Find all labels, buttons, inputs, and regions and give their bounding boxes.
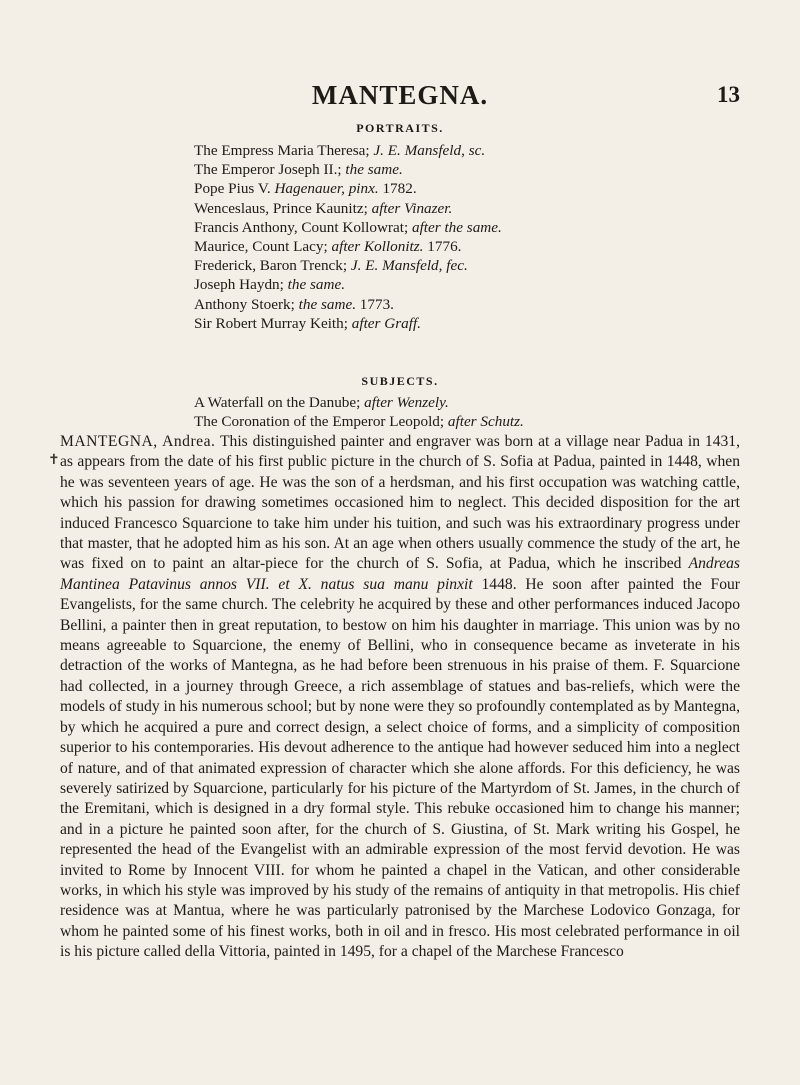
biography-name: MANTEGNA, Andrea.	[60, 433, 216, 450]
entry-subject: Pope Pius V.	[194, 180, 275, 198]
portrait-entry	[194, 141, 502, 160]
portrait-entry	[194, 160, 502, 179]
portrait-entry	[194, 237, 502, 256]
portraits-heading: PORTRAITS.	[356, 121, 444, 135]
entry-subject: Maurice, Count Lacy;	[194, 238, 332, 256]
entry-subject: A Waterfall on the Danube;	[194, 394, 365, 411]
entry-credit: after Schutz.	[447, 413, 524, 431]
entry-subject: Frederick, Baron Trenck;	[194, 257, 351, 275]
entry-subject: The Coronation of the Emperor Leopold;	[194, 413, 448, 431]
entry-year: 1776.	[423, 238, 462, 256]
entry-credit: after Vinazer.	[371, 199, 453, 217]
portrait-entry	[194, 199, 502, 218]
entry-credit: the same.	[298, 295, 356, 313]
entry-subject: The Emperor Joseph II.;	[194, 161, 346, 179]
entry-subject: Joseph Haydn;	[194, 276, 288, 294]
biography-text-part-1: This distinguished painter and engraver was born at a village near Padua in 1431, as appears from the date of his first public picture in the church of S. Sofia at Padua, painted in 1448, when he was seventeen years of age. He was the son of a herdsman, and his first occupation was watching cattle, which his passion for drawing sometimes occasioned him to neglect. This decided disposition for the art induced Francesco Squarcione to take him under his tuition, and such was his extraordinary progress under that master, that he adopted him as his son. At an age when others usually commence the study of the art, he was fixed on to paint an altar-piece for the church of S. Sofia, at Padua, which he inscribed	[60, 433, 741, 573]
entry-credit: J. E. Mansfeld, sc.	[373, 142, 486, 159]
portrait-entry	[194, 179, 502, 198]
entry-credit: the same.	[287, 276, 346, 294]
entry-credit: Hagenauer, pinx.	[274, 180, 379, 198]
subject-list	[194, 393, 524, 431]
entry-subject: Wenceslaus, Prince Kaunitz;	[194, 199, 372, 217]
portrait-entry	[194, 218, 502, 237]
entry-year: 1782.	[378, 180, 417, 198]
subject-entry	[194, 412, 524, 431]
subject-entry	[194, 393, 524, 412]
running-title: MANTEGNA.	[311, 80, 489, 110]
entry-credit: the same.	[345, 161, 403, 179]
subjects-heading: SUBJECTS.	[361, 374, 439, 388]
margin-mark: ✝	[48, 453, 60, 468]
entry-credit: after Kollonitz.	[331, 238, 424, 256]
entry-credit: after Graff.	[351, 314, 421, 332]
running-head	[0, 80, 800, 116]
biography-inscription: Andreas Mantinea Patavinus annos VII. et X. natus sua manu pinxit	[60, 555, 740, 593]
entry-credit: J. E. Mansfeld, fec.	[350, 257, 468, 275]
entry-credit: after the same.	[411, 218, 502, 236]
portrait-entry	[194, 295, 502, 314]
portrait-list	[194, 141, 502, 333]
page-number: 13	[717, 82, 740, 107]
biography-text-part-2: 1448. He soon after painted the Four Evangelists, for the same church. The celebrity he acquired by these and other performances induced Jacopo Bellini, a painter then in great reputation, to bestow on him his daughter in marriage. This union was by no means agreeable to Squarcione, the enemy of Bellini, who in consequence became as inveterate in his detraction of the works of Mantegna, as he had before been strenuous in his praise of them. F. Squarcione had collected, in a journey through Greece, a rich assemblage of statues and bas-reliefs, which were the models of study in his numerous school; but by none were they so profoundly contemplated as by Mantegna, by which he acquired a pure and correct design, a select choice of forms, and a simplicity of composition superior to his contemporaries. His devout adherence to the antique had however seduced him into a neglect of nature, and of that animated expression of character which she alone affords. For this deficiency, he was severely satirized by Squarcione, particularly for his picture of the Martyrdom of St. James, in the church of the Eremitani, which is designed in a dry formal style. This rebuke occasioned him to change his manner; and in a picture he painted soon after, for the church of S. Giustina, of St. Mark writing his Gospel, he represented the head of the Evangelist with an admirable expression of the most fervid devotion. He was invited to Rome by Innocent VIII. for whom he painted a chapel in the Vatican, and other considerable works, in which his style was improved by his study of the remains of antiquity in that metropolis. His chief residence was at Mantua, where he was particularly patronised by the Marchese Lodovico Gonzaga, for whom he painted some of his finest works, both in oil and in fresco. His most celebrated performance in oil is his picture called della Vittoria, painted in 1495, for a chapel of the Marchese Francesco	[60, 575, 740, 961]
portrait-entry	[194, 275, 502, 294]
portrait-entry	[194, 256, 502, 275]
entry-subject: Sir Robert Murray Keith;	[194, 314, 352, 332]
entry-credit: after Wenzely.	[364, 394, 449, 411]
entry-subject: The Empress Maria Theresa;	[194, 142, 374, 159]
portrait-entry	[194, 314, 502, 333]
entry-subject: Francis Anthony, Count Kollowrat;	[194, 218, 412, 236]
biography-paragraph	[60, 432, 740, 963]
entry-year: 1773.	[356, 295, 394, 313]
entry-subject: Anthony Stoerk;	[194, 295, 299, 313]
